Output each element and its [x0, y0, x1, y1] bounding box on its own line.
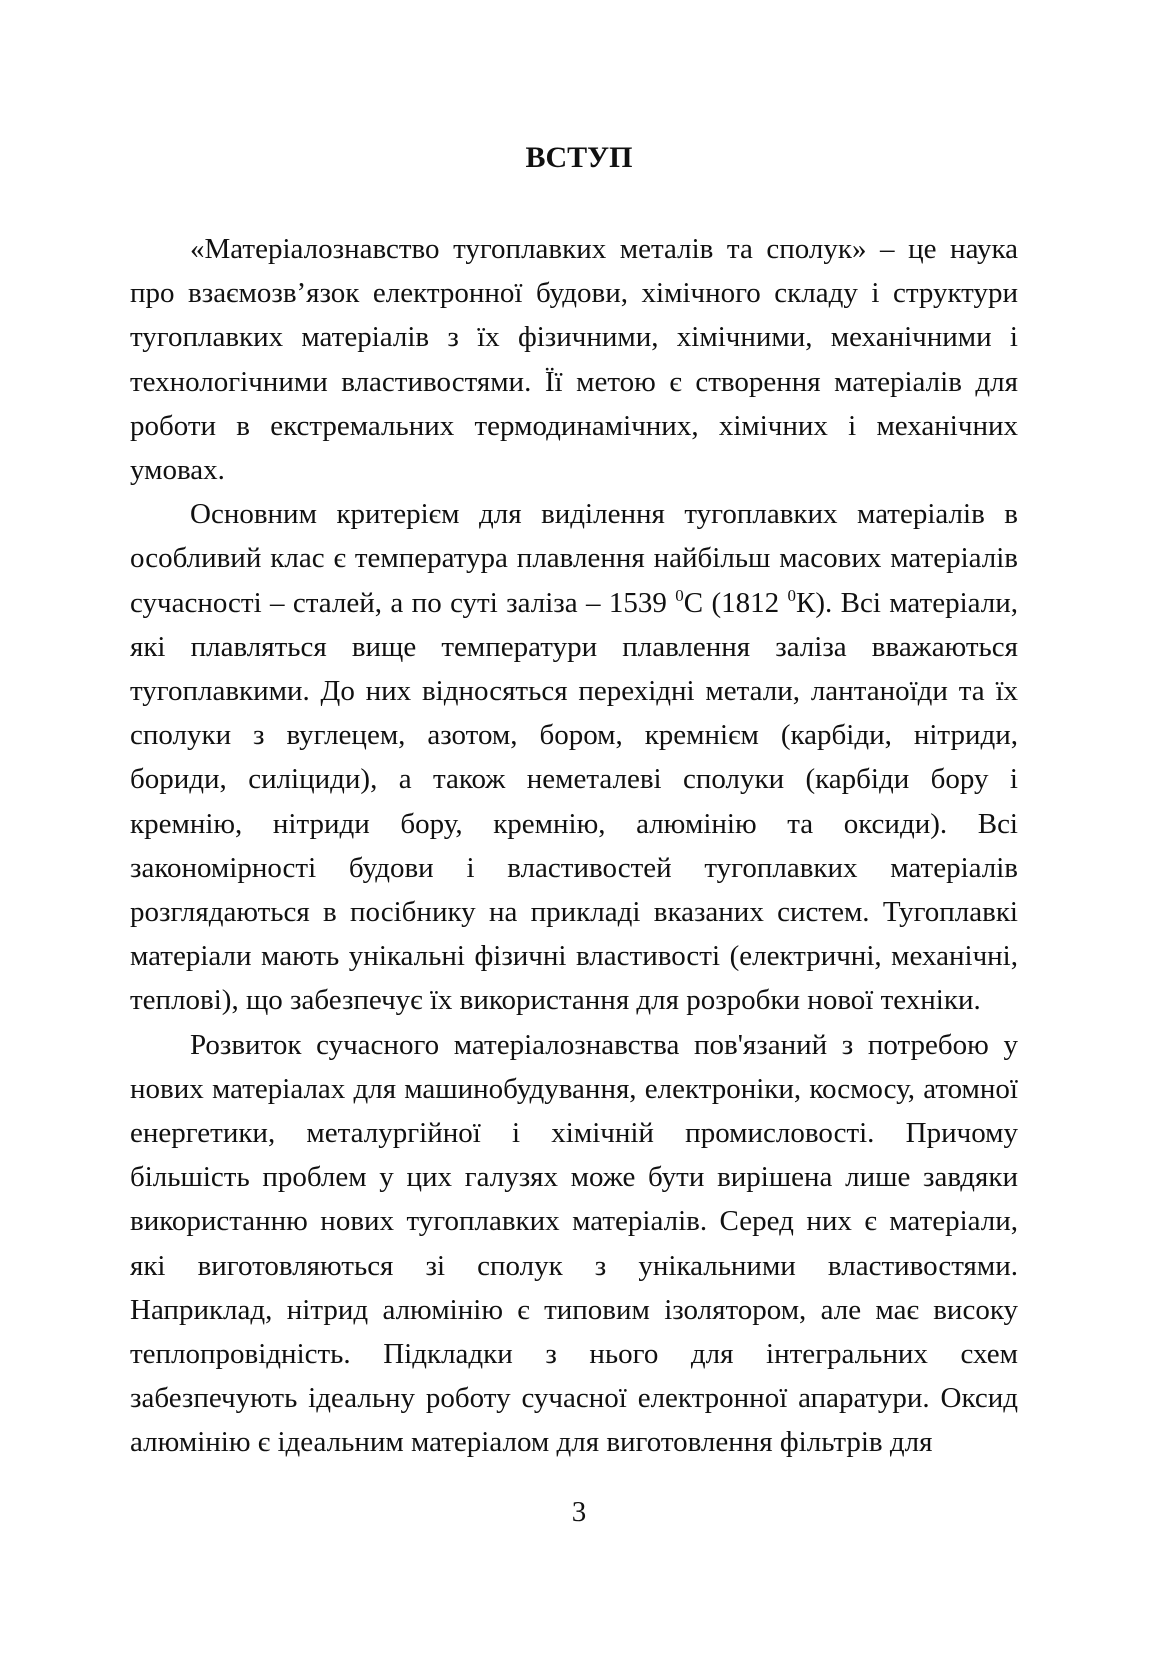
degree-superscript-kelvin: 0: [787, 585, 796, 605]
paragraph-criterion-part-3: К). Всі матеріали, які плавляться вище температури плавлення заліза вважаються тугоплавкими. До них відносяться перехідні метали, лантаноїди та їх сполуки з вуглецем, азотом, бором, кремнієм (карбіди, нітриди, бориди, силіциди), а також неметалеві сполуки (карбіди бору і кремнію, нітриди бору, кремнію, алюмінію та оксиди). Всі закономірності будови і властивостей тугоплавких матеріалів розглядаються в посібнику на прикладі вказаних систем. Тугоплавкі матеріали мають унікальні фізичні властивості (електричні, механічні, теплові), що забезпечує їх використання для розробки нової техніки.: [130, 586, 1018, 1017]
paragraph-criterion-part-2: С (1812: [683, 586, 788, 619]
paragraph-definition: «Матеріалознавство тугоплавких металів та сполук» – це наука про взаємозв’язок електронної будови, хімічного складу і структури тугоплавких матеріалів з їх фізичними, хімічними, механічними і технологічними властивостями. Її метою є створення матеріалів для роботи в екстремальних термодинамічних, хімічних і механічних умовах.: [130, 233, 1018, 487]
page-number: 3: [571, 1496, 587, 1528]
body-text: [130, 227, 1018, 1465]
paragraph-criterion: [130, 492, 1018, 1022]
section-heading: ВСТУП: [525, 141, 633, 174]
paragraph-development: Розвиток сучасного матеріалознавства пов'язаний з потребою у нових матеріалах для машинобудування, електроніки, космосу, атомної енергетики, металургійної і хімічній промисловості. Причому більшість проблем у цих галузях може бути вирішена лише завдяки використанню нових тугоплавких матеріалів. Серед них є матеріали, які виготовляються зі сполук з унікальними властивостями. Наприклад, нітрид алюмінію є типовим ізолятором, але має високу теплопровідність. Підкладки з нього для інтегральних схем забезпечують ідеальну роботу сучасної електронної апаратури. Оксид алюмінію є ідеальним матеріалом для виготовлення фільтрів для: [130, 1028, 1018, 1459]
paragraph-criterion-part-1: Основним критерієм для виділення тугоплавких матеріалів в особливий клас є температура плавлення найбільш масових матеріалів сучасності – сталей, а по суті заліза – 1539: [130, 498, 1018, 619]
degree-superscript-celsius: 0: [675, 585, 684, 605]
